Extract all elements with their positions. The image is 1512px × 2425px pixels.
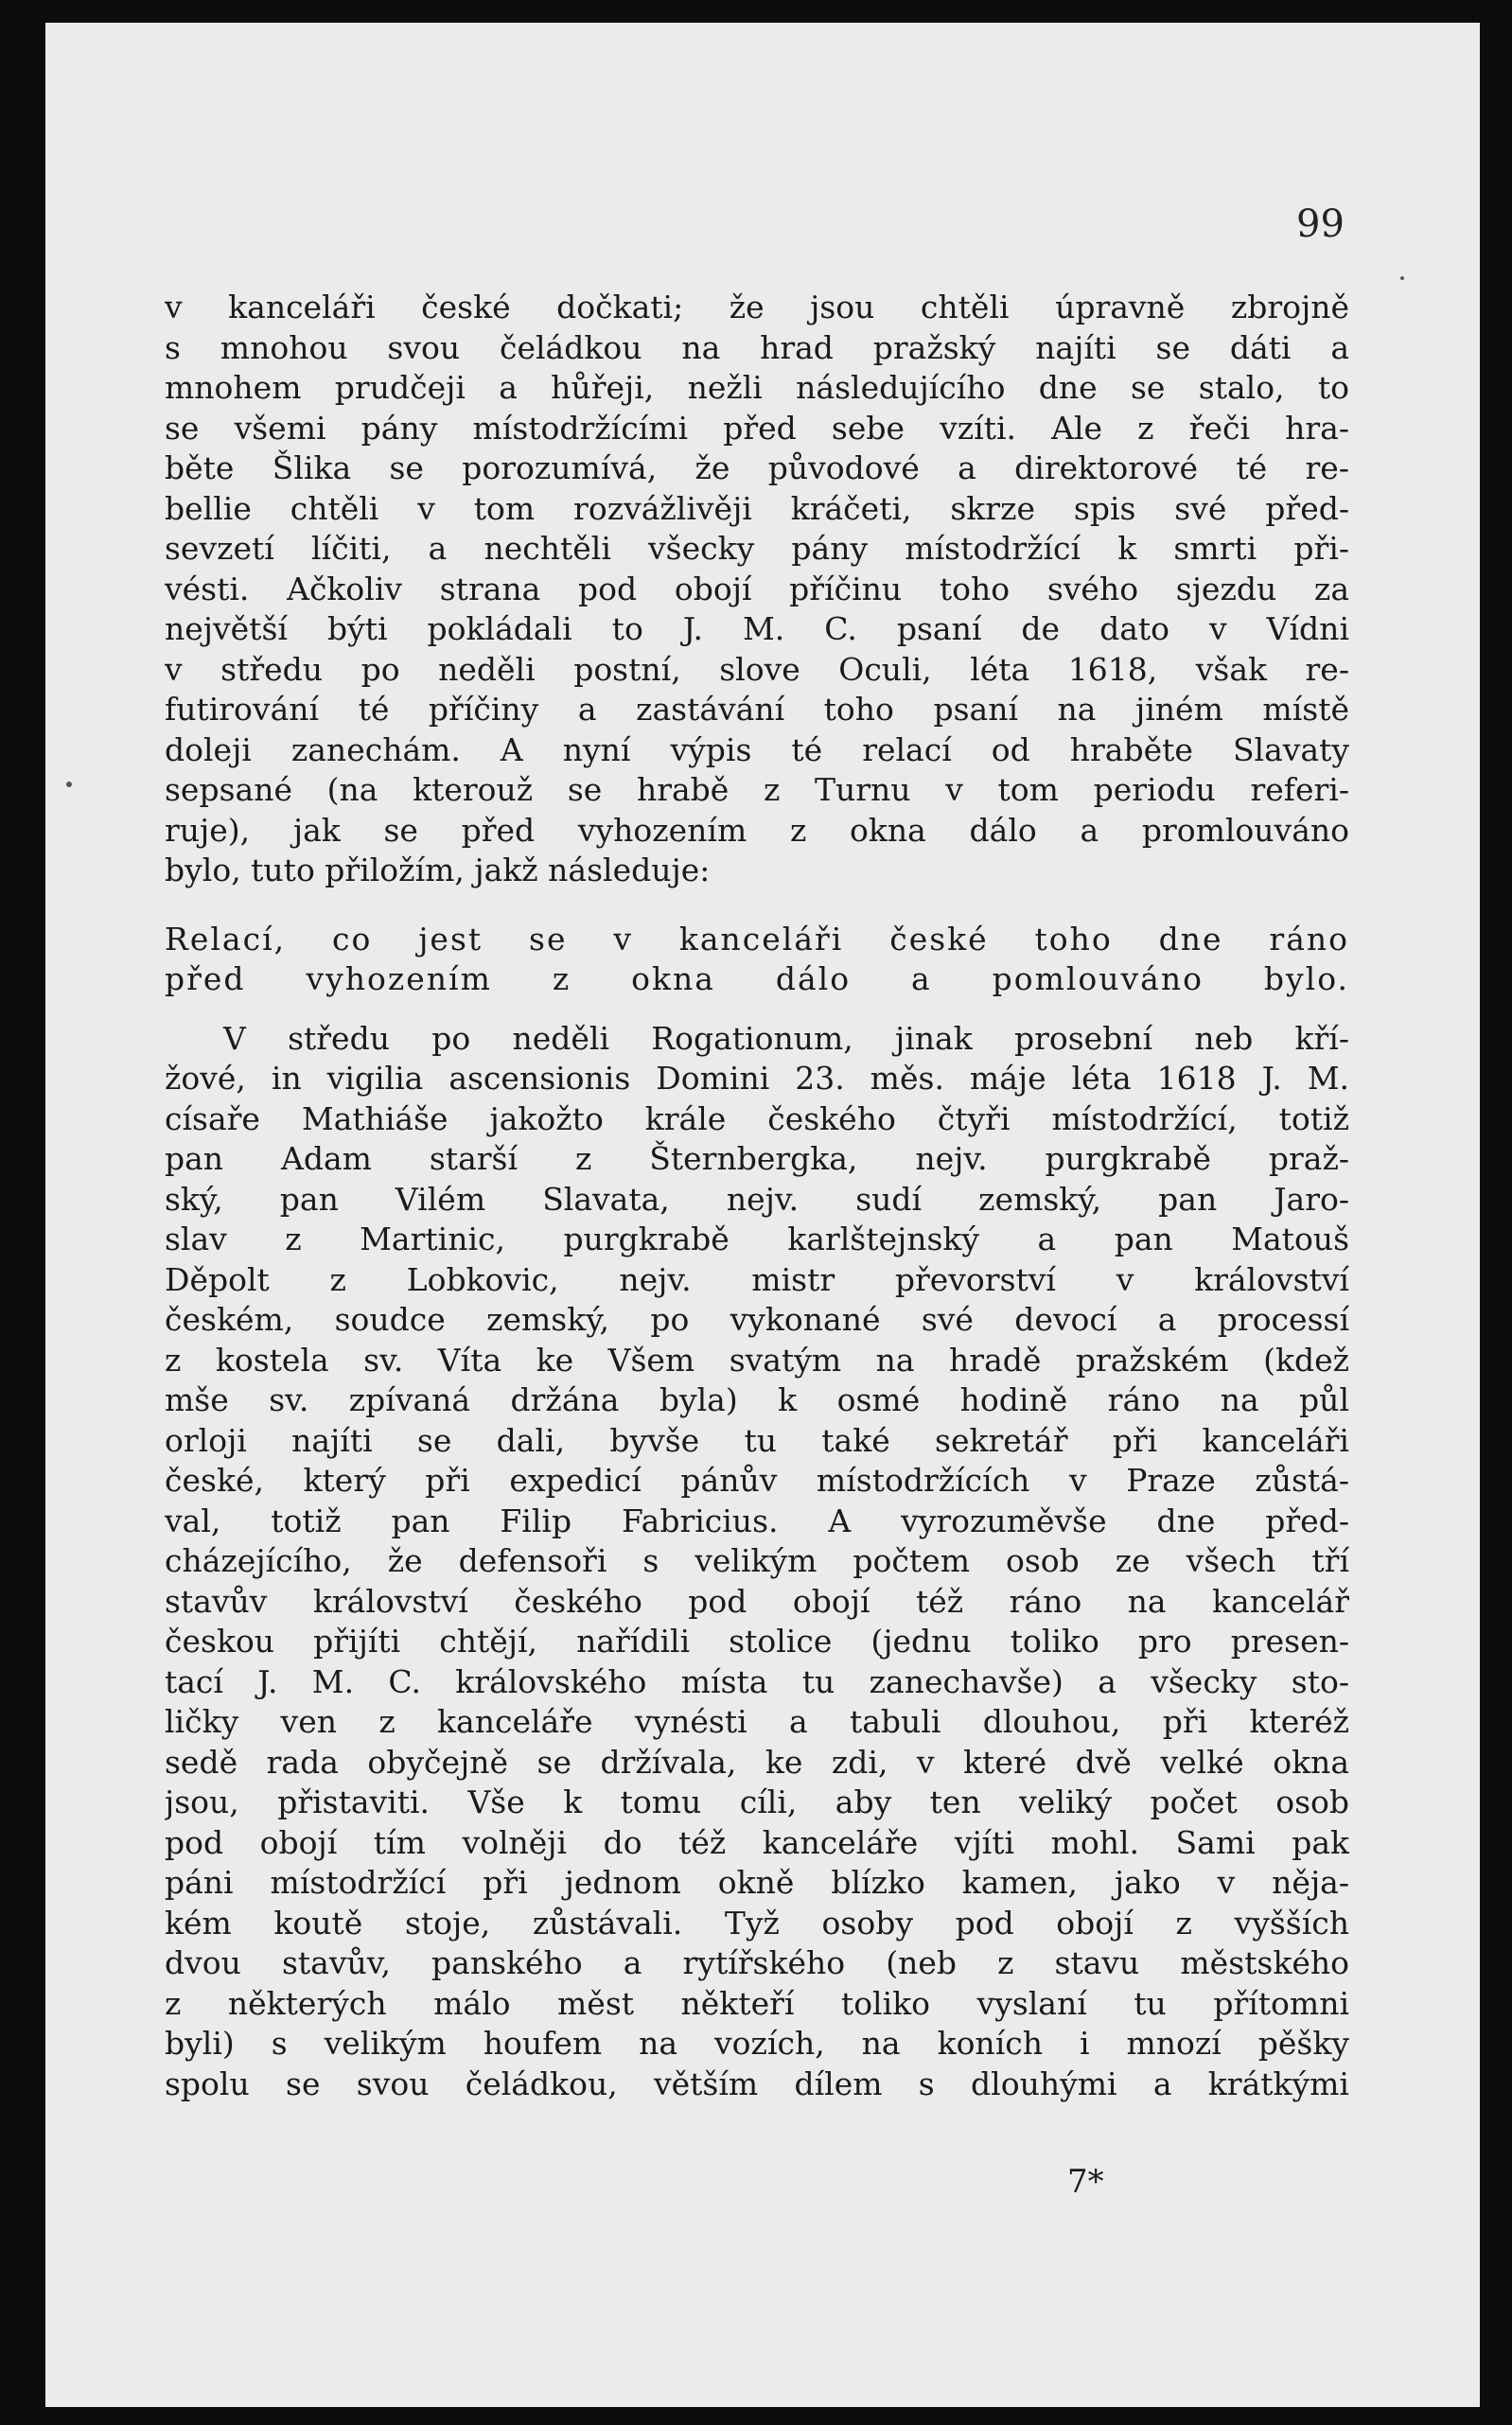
text-line: pod obojí tím volněji do též kanceláře vjíti mohl. Sami pak <box>165 1823 1349 1861</box>
text-line: Děpolt z Lobkovic, nejv. mistr převorství v království <box>165 1260 1349 1298</box>
text-line: bylo, tuto přiložím, jakž následuje: <box>165 852 711 888</box>
text-line: jsou, přistaviti. Vše k tomu cíli, aby ten veliký počet osob <box>165 1784 1349 1820</box>
text-line: val, totiž pan Filip Fabricius. A vyrozuměvše dne před- <box>165 1502 1349 1539</box>
paragraph-2 <box>165 1019 1349 2105</box>
text-line: kém koutě stoje, zůstávali. Tyž osoby pod obojí z vyšších <box>165 1904 1349 1942</box>
text-line: páni místodržící při jednom okně blízko kamen, jako v něja- <box>165 1864 1349 1901</box>
paragraph-1 <box>165 288 1349 891</box>
text-line: největší býti pokládali to J. M. C. psaní de dato v Vídni <box>165 610 1349 647</box>
heading-line: před vyhozením z okna dálo a pomlouváno bylo. <box>165 960 1349 997</box>
text-line: ský, pan Vilém Slavata, nejv. sudí zemský, pan Jaro- <box>165 1180 1349 1218</box>
text-line: císaře Mathiáše jakožto krále českého čtyři místodržící, totiž <box>165 1099 1349 1137</box>
text-line: českém, soudce zemský, po vykonané své devocí a processí <box>165 1301 1349 1338</box>
text-line: futirování té příčiny a zastávání toho psaní na jiném místě <box>165 691 1349 728</box>
margin-speck <box>66 782 72 787</box>
heading-gap <box>165 1000 1349 1019</box>
text-line: sedě rada obyčejně se držívala, ke zdi, v které dvě velké okna <box>165 1743 1349 1781</box>
book-page <box>45 23 1480 2407</box>
text-line: s mnohou svou čeládkou na hrad pražský najíti se dáti a <box>165 328 1349 366</box>
text-line: z některých málo měst někteří toliko vyslaní tu přítomni <box>165 1984 1349 2022</box>
text-line: byli) s velikým houfem na vozích, na koních i mnozí pěšky <box>165 2025 1349 2062</box>
text-line: spolu se svou čeládkou, větším dílem s dlouhými a krátkými <box>165 2065 1349 2102</box>
text-line: slav z Martinic, purgkrabě karlštejnský a pan Matouš <box>165 1221 1349 1257</box>
text-line: české, který při expedicí pánův místodržících v Praze zůstá- <box>165 1462 1349 1499</box>
page-number: 99 <box>1296 202 1345 246</box>
text-line: orloji najíti se dali, byvše tu také sekretář při kanceláři <box>165 1421 1349 1459</box>
section-heading <box>165 920 1349 1000</box>
text-line: ruje), jak se před vyhozením z okna dálo a promlouváno <box>165 811 1349 849</box>
text-line: českou přijíti chtějí, nařídili stolice (jednu toliko pro presen- <box>165 1623 1349 1660</box>
signature-mark: 7* <box>1067 2163 1104 2201</box>
text-line: stavův království českého pod obojí též ráno na kancelář <box>165 1582 1349 1620</box>
text-line: sevzetí líčiti, a nechtěli všecky pány místodržící k smrti při- <box>165 530 1349 567</box>
paragraph-gap <box>165 891 1349 920</box>
text-line: v kanceláři české dočkati; že jsou chtěli úpravně zbrojně <box>165 289 1349 325</box>
heading-line: Relací, co jest se v kanceláři české toho dne ráno <box>165 920 1349 958</box>
text-line: sepsané (na kterouž se hrabě z Turnu v tom periodu referi- <box>165 771 1349 808</box>
text-line: bellie chtěli v tom rozvážlivěji kráčeti, skrze spis své před- <box>165 489 1349 527</box>
text-line: z kostela sv. Víta ke Všem svatým na hradě pražském (kdež <box>165 1341 1349 1379</box>
text-line: v středu po neděli postní, slove Oculi, léta 1618, však re- <box>165 650 1349 688</box>
text-line: doleji zanechám. A nyní výpis té relací od hraběte Slavaty <box>165 730 1349 768</box>
text-line: cházejícího, že defensoři s velikým počtem osob ze všech tří <box>165 1542 1349 1579</box>
text-line: mše sv. zpívaná držána byla) k osmé hodině ráno na půl <box>165 1381 1349 1418</box>
text-line: žové, in vigilia ascensionis Domini 23. měs. máje léta 1618 J. M. <box>165 1060 1349 1097</box>
text-line: mnohem prudčeji a hůřeji, nežli následujícího dne se stalo, to <box>165 369 1349 406</box>
text-line: ličky ven z kanceláře vynésti a tabuli dlouhou, při kteréž <box>165 1703 1349 1740</box>
text-line: V středu po neděli Rogationum, jinak prosební neb kří- <box>223 1019 1349 1057</box>
text-line: vésti. Ačkoliv strana pod obojí příčinu toho svého sjezdu za <box>165 570 1349 607</box>
text-line: běte Šlika se porozumívá, že původové a direktorové té re- <box>165 449 1349 486</box>
margin-speck <box>1400 276 1404 280</box>
text-line: tací J. M. C. královského místa tu zanechavše) a všecky sto- <box>165 1662 1349 1700</box>
text-line: se všemi pány místodržícími před sebe vzíti. Ale z řeči hra- <box>165 409 1349 447</box>
body-text <box>165 288 1349 2104</box>
text-line: dvou stavův, panského a rytířského (neb z stavu městského <box>165 1944 1349 1981</box>
text-line: pan Adam starší z Šternbergka, nejv. purgkrabě praž- <box>165 1140 1349 1177</box>
